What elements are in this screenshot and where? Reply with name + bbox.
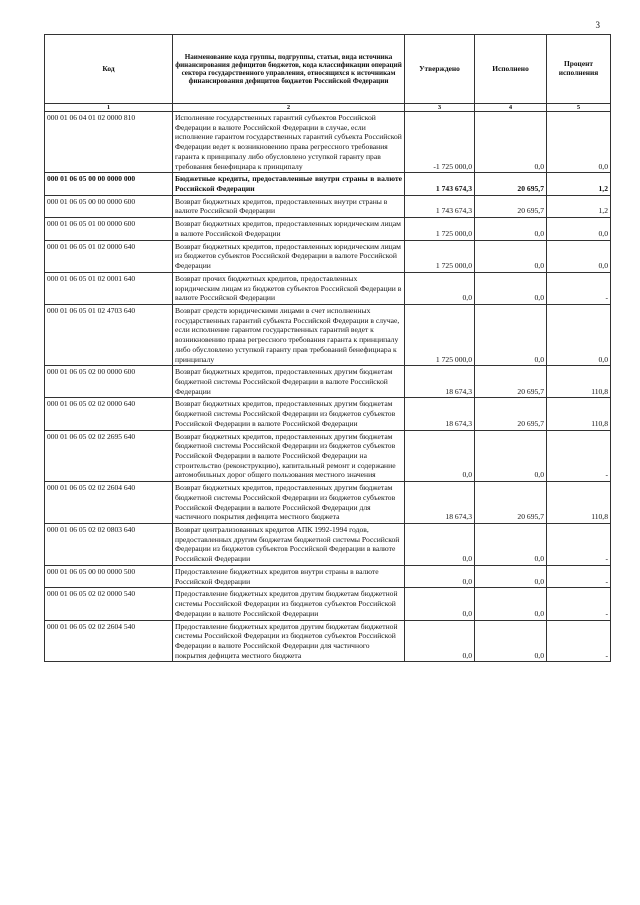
row-name: Бюджетные кредиты, предоставленные внутри страны в валюте Российской Федерации — [173, 173, 405, 195]
row-percent: 0,0 — [547, 112, 611, 173]
row-code: 000 01 06 05 02 02 2604 640 — [45, 482, 173, 524]
row-approved: 0,0 — [405, 588, 475, 620]
row-name: Возврат бюджетных кредитов, предоставленных юридическим лицам в валюте Российской Федерации — [173, 218, 405, 240]
row-approved: 1 743 674,3 — [405, 195, 475, 217]
row-approved: 1 725 000,0 — [405, 304, 475, 365]
table-row — [45, 398, 611, 430]
row-name: Возврат бюджетных кредитов, предоставленных юридическим лицам из бюджетов субъектов Российской Федерации в валюте Российской Федерации — [173, 240, 405, 272]
row-approved: 0,0 — [405, 272, 475, 304]
row-approved: 1 725 000,0 — [405, 218, 475, 240]
row-code: 000 01 06 05 02 00 0000 600 — [45, 366, 173, 398]
row-executed: 0,0 — [475, 620, 547, 662]
row-code: 000 01 06 05 00 00 0000 600 — [45, 195, 173, 217]
table-row — [45, 588, 611, 620]
table-header-row — [45, 35, 611, 104]
row-executed: 0,0 — [475, 588, 547, 620]
row-executed: 0,0 — [475, 524, 547, 566]
row-percent: 110,8 — [547, 398, 611, 430]
row-executed: 20 695,7 — [475, 173, 547, 195]
row-code: 000 01 06 05 01 00 0000 600 — [45, 218, 173, 240]
column-number: 3 — [405, 104, 475, 112]
row-name: Возврат бюджетных кредитов, предоставленных другим бюджетам бюджетной системы Российской Федерации в валюте Российской Федерации — [173, 366, 405, 398]
row-approved: 18 674,3 — [405, 366, 475, 398]
row-name: Возврат бюджетных кредитов, предоставленных внутри страны в валюте Российской Федерации — [173, 195, 405, 217]
table-row — [45, 240, 611, 272]
row-executed: 0,0 — [475, 565, 547, 587]
row-percent: - — [547, 272, 611, 304]
row-name: Возврат бюджетных кредитов, предоставленных другим бюджетам бюджетной системы Российской Федерации из бюджетов субъектов Российской Федерации в валюте Российской Федерации — [173, 398, 405, 430]
row-name: Возврат бюджетных кредитов, предоставленных другим бюджетам бюджетной системы Российской Федерации из бюджетов субъектов Российской Федерации в валюте Российской Федерации для частичного покрытия дефицита местного бюджета — [173, 482, 405, 524]
row-percent: 110,8 — [547, 366, 611, 398]
row-approved: 0,0 — [405, 620, 475, 662]
table-row — [45, 482, 611, 524]
row-code: 000 01 06 05 01 02 0001 640 — [45, 272, 173, 304]
table-row — [45, 304, 611, 365]
column-number: 4 — [475, 104, 547, 112]
row-percent: 1,2 — [547, 173, 611, 195]
row-percent: 110,8 — [547, 482, 611, 524]
row-code: 000 01 06 05 02 02 0000 640 — [45, 398, 173, 430]
table-row — [45, 272, 611, 304]
header-approved: Утверждено — [405, 35, 475, 104]
row-name: Исполнение государственных гарантий субъектов Российской Федерации в валюте Российской Федерации в случае, если исполнение гарантом государственных гарантий субъекта Российской Федерации ведет к возникновению права регрессного требования гаранта к принципалу либо обусловлено уступкой гаранту прав требования бенефициара к принципалу — [173, 112, 405, 173]
row-executed: 20 695,7 — [475, 482, 547, 524]
row-executed: 20 695,7 — [475, 398, 547, 430]
row-percent: - — [547, 620, 611, 662]
row-executed: 0,0 — [475, 272, 547, 304]
table-row — [45, 524, 611, 566]
row-name: Предоставление бюджетных кредитов другим бюджетам бюджетной системы Российской Федерации из бюджетов субъектов Российской Федерации в валюте Российской Федерации для частичного покрытия дефицита местного бюджета — [173, 620, 405, 662]
row-name: Возврат средств юридическими лицами в счет исполненных государственных гарантий субъекта Российской Федерации в случае, если исполнение гарантом государственных гарантий ведет к возникновению права регрессного требования гаранта к принципалу либо обусловлено уступкой гаранту прав требований бенефициара к принципалу — [173, 304, 405, 365]
row-code: 000 01 06 05 01 02 0000 640 — [45, 240, 173, 272]
header-code: Код — [45, 35, 173, 104]
row-name: Возврат прочих бюджетных кредитов, предоставленных юридическим лицам из бюджетов субъектов Российской Федерации в валюте Российской Федерации — [173, 272, 405, 304]
row-code: 000 01 06 05 02 02 0000 540 — [45, 588, 173, 620]
column-number: 1 — [45, 104, 173, 112]
table-row — [45, 620, 611, 662]
row-executed: 0,0 — [475, 240, 547, 272]
row-percent: - — [547, 565, 611, 587]
row-name: Предоставление бюджетных кредитов другим бюджетам бюджетной системы Российской Федерации из бюджетов субъектов Российской Федерации в валюте Российской Федерации — [173, 588, 405, 620]
table-row — [45, 430, 611, 482]
row-name: Возврат бюджетных кредитов, предоставленных другим бюджетам бюджетной системы Российской Федерации из бюджетов субъектов Российской Федерации в валюте Российской Федерации на строительство (реконструкцию), капитальный ремонт и содержание автомобильных дорог общего пользования местного значения — [173, 430, 405, 482]
row-percent: - — [547, 588, 611, 620]
row-executed: 20 695,7 — [475, 366, 547, 398]
row-name: Возврат централизованных кредитов АПК 1992-1994 годов, предоставленных другим бюджетам бюджетной системы Российской Федерации из бюджетов субъектов Российской Федерации в валюте Российской Федерации — [173, 524, 405, 566]
row-executed: 0,0 — [475, 112, 547, 173]
row-approved: 0,0 — [405, 430, 475, 482]
row-percent: 0,0 — [547, 218, 611, 240]
row-percent: 0,0 — [547, 304, 611, 365]
row-percent: - — [547, 430, 611, 482]
row-code: 000 01 06 05 00 00 0000 500 — [45, 565, 173, 587]
row-executed: 0,0 — [475, 304, 547, 365]
row-code: 000 01 06 05 02 02 2695 640 — [45, 430, 173, 482]
row-executed: 0,0 — [475, 218, 547, 240]
row-code: 000 01 06 04 01 02 0000 810 — [45, 112, 173, 173]
row-executed: 20 695,7 — [475, 195, 547, 217]
table-row — [45, 366, 611, 398]
row-approved: -1 725 000,0 — [405, 112, 475, 173]
column-number: 5 — [547, 104, 611, 112]
table-row — [45, 565, 611, 587]
row-approved: 1 725 000,0 — [405, 240, 475, 272]
row-percent: 0,0 — [547, 240, 611, 272]
header-executed: Исполнено — [475, 35, 547, 104]
header-percent: Процент исполнения — [547, 35, 611, 104]
column-number: 2 — [173, 104, 405, 112]
row-approved: 18 674,3 — [405, 482, 475, 524]
row-percent: 1,2 — [547, 195, 611, 217]
table-row — [45, 195, 611, 217]
budget-sources-table — [44, 34, 611, 662]
row-approved: 18 674,3 — [405, 398, 475, 430]
row-code: 000 01 06 05 02 02 0803 640 — [45, 524, 173, 566]
header-name: Наименование кода группы, подгруппы, статьи, вида источника финансирования дефицитов бюджетов, кода классификации операций сектора государственного управления, относящихся к источникам финансирования дефицитов бюджетов Российской Федерации — [173, 35, 405, 104]
row-executed: 0,0 — [475, 430, 547, 482]
row-percent: - — [547, 524, 611, 566]
row-code: 000 01 06 05 00 00 0000 000 — [45, 173, 173, 195]
row-approved: 1 743 674,3 — [405, 173, 475, 195]
row-approved: 0,0 — [405, 524, 475, 566]
table-row — [45, 173, 611, 195]
table-row — [45, 112, 611, 173]
row-approved: 0,0 — [405, 565, 475, 587]
page-number: 3 — [595, 20, 600, 30]
row-code: 000 01 06 05 01 02 4703 640 — [45, 304, 173, 365]
row-code: 000 01 06 05 02 02 2604 540 — [45, 620, 173, 662]
column-number-row — [45, 104, 611, 112]
table-row — [45, 218, 611, 240]
row-name: Предоставление бюджетных кредитов внутри страны в валюте Российской Федерации — [173, 565, 405, 587]
